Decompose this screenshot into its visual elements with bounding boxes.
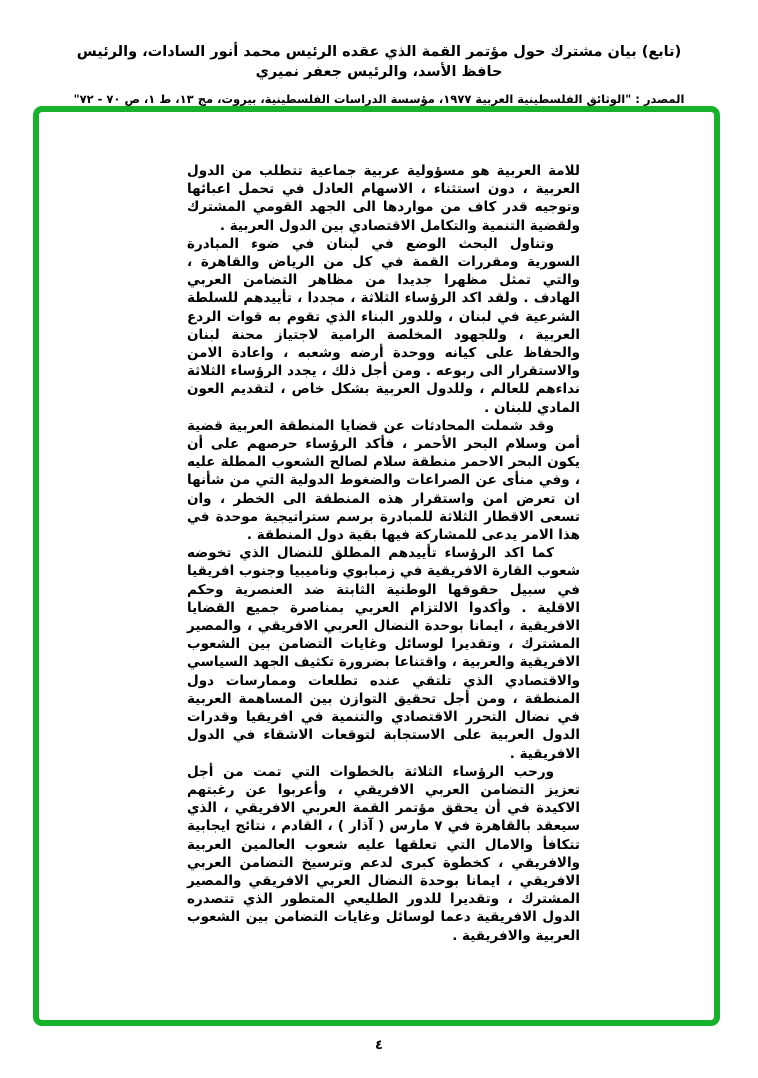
document-source-citation: المصدر : "الوثائق الفلسطينية العربية ١٩٧٧، مؤسسة الدراسات الفلسطينية، بيروت، مج ١٣، ط ١، ص ٧٠ - ٧٢" (73, 92, 685, 106)
paragraph: وقد شملت المحادثات عن قضايا المنطقة العربية قضية أمن وسلام البحر الأحمر ، فأكد الرؤساء حرصهم على أن يكون البحر الاحمر منطقة سلام لصالح الشعوب المطلة عليه ، وفي منأى عن الصراعات والضغوط الدولية التي من شأنها ان تعرض امن واستقرار هذه المنطقة الى الخطر ، وان تسعى الاقطار الثلاثة للمبادرة برسم ستراتيجية موحدة في هذا الامر يدعى للمشاركة فيها بقية دول المنطقة . (187, 417, 580, 544)
paragraph: للامة العربية هو مسؤولية عربية جماعية تتطلب من الدول العربية ، دون استثناء ، الاسهام العادل في تحمل اعبائها وتوجيه قدر كاف من مواردها الى الجهد القومي المشترك ولقضية التنمية والتكامل الاقتصادي بين الدول العربية . (187, 163, 580, 234)
paragraph: كما اكد الرؤساء تأييدهم المطلق للنضال الذي تخوضه شعوب القارة الافريقية في زمبابوي وناميبيا وجنوب افريقيا في سبيل حقوقها الوطنية الثابتة ضد العنصرية وحكم الاقلية . وأكدوا الالتزام العربي بمناصرة جميع القضايا الافريقية ، ايمانا بوحدة النضال العربي الافريقي ، والمصير المشترك ، وتقديرا لوسائل وغايات التضامن بين الشعوب الافريقية والعربية ، واقتناعا بضرورة تكثيف الجهد السياسي والاقتصادي الذي تلتقي عنده تطلعات وممارسات دول المنطقة ، ومن أجل تحقيق التوازن بين المساهمة العربية في نضال التحرر الاقتصادي والتنمية في افريقيا وقدرات الدول العربية على الاستجابة لتوقعات الاشقاء في الدول الافريقية . (187, 545, 580, 762)
document-header (0, 42, 758, 107)
document-body (187, 162, 580, 945)
document-title: (تابع) بيان مشترك حول مؤتمر القمة الذي عقده الرئيس محمد أنور السادات، والرئيس حافظ الأسد، والرئيس جعفر نميري (76, 44, 682, 80)
paragraph: وتناول البحث الوضع في لبنان في ضوء المبادرة السورية ومقررات القمة في كل من الرياض والقاهرة ، والتي تمثل مظهرا جديدا من مظاهر التضامن العربي الهادف . ولقد اكد الرؤساء الثلاثة ، مجددا ، تأييدهم للسلطة الشرعية في لبنان ، وللدور البناء الذي تقوم به قوات الردع العربية ، وللجهود المخلصة الرامية لاجتياز محنة لبنان والحفاظ على كيانه ووحدة أرضه وشعبه ، واعادة الامن والاستقرار الى ربوعه . ومن أجل ذلك ، يجدد الرؤساء الثلاثة نداءهم للعالم ، وللدول العربية بشكل خاص ، لتقديم العون المادي للبنان . (187, 235, 580, 416)
green-border-frame (33, 106, 720, 1026)
paragraph: ورحب الرؤساء الثلاثة بالخطوات التي تمت من أجل تعزيز التضامن العربي الافريقي ، وأعربوا عن رغبتهم الاكيدة في أن يحقق مؤتمر القمة العربي الافريقي ، الذي سيعقد بالقاهرة في ٧ مارس ( آذار ) ، القادم ، نتائج ايجابية تتكافأ والامال التي تعلقها عليه شعوب العالمين العربية والافريقي ، كخطوة كبرى لدعم وترسيخ التضامن العربي الافريقي ، ايمانا بوحدة النضال العربي الافريقي والمصير المشترك ، وتقديرا للدور الطليعي المتطور الذي تتصدره الدول الافريقية دعما لوسائل وغايات التضامن بين الشعوب العربية والافريقية . (187, 763, 580, 944)
page-number: ٤ (375, 1038, 383, 1053)
